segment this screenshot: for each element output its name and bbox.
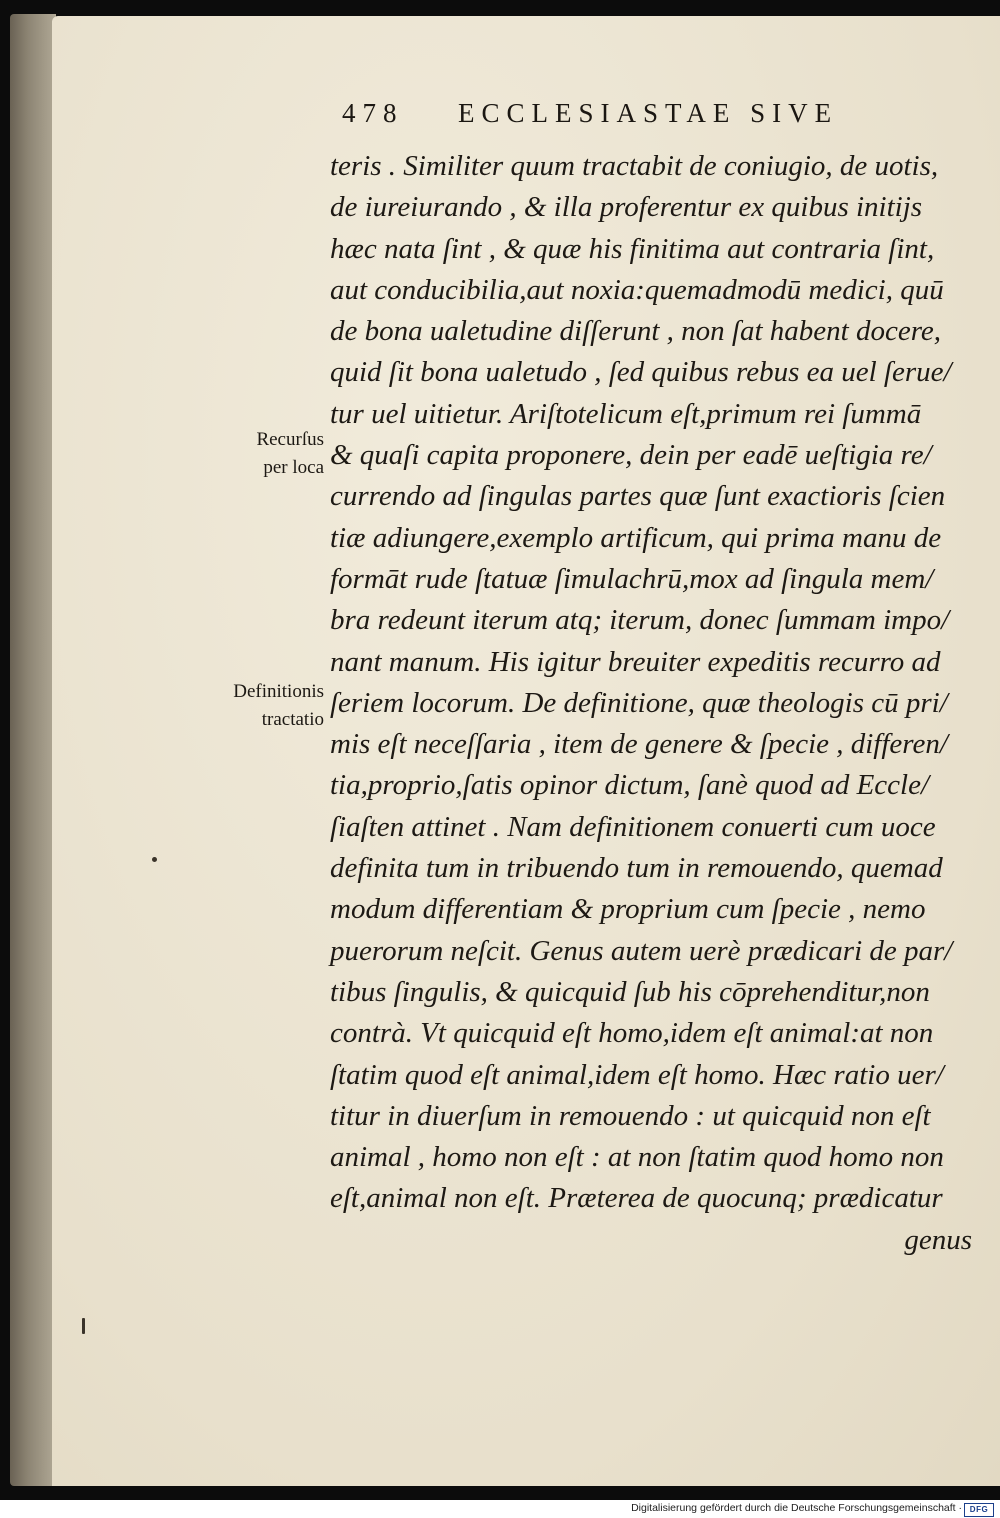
text-line: aut conducibilia,aut noxia:quemadmodū medici, quū bbox=[330, 273, 944, 306]
text-line: nant manum. His igitur breuiter expeditis recurro ad bbox=[330, 645, 941, 678]
running-head bbox=[336, 98, 896, 138]
dfg-logo: DFG bbox=[964, 1503, 994, 1517]
text-line: animal , homo non eſt : at non ſtatim quod homo non bbox=[330, 1141, 944, 1174]
text-line: ſeriem locorum. De definitione, quæ theologis cū pri/ bbox=[330, 686, 948, 719]
body-text bbox=[330, 146, 978, 1261]
text-line: titur in diuerſum in remouendo : ut quicquid non eſt bbox=[330, 1099, 931, 1132]
running-title: ECCLESIASTAE SIVE bbox=[458, 98, 839, 128]
funding-credit: Digitalisierung gefördert durch die Deutsche Forschungsgemeinschaft · bbox=[631, 1502, 962, 1514]
ink-speck bbox=[82, 1318, 85, 1334]
text-line: de iureiurando , & illa proferentur ex quibus initijs bbox=[330, 191, 923, 224]
footer-bar bbox=[0, 1500, 1000, 1518]
text-line: currendo ad ſingulas partes quæ ſunt exactioris ſcien bbox=[330, 480, 946, 513]
text-line: ſtatim quod eſt animal,idem eſt homo. Hæc ratio uer/ bbox=[330, 1058, 944, 1091]
text-line: & quaſi capita proponere, dein per eadē ueſtigia re/ bbox=[330, 439, 932, 472]
text-line: bra redeunt iterum atq; iterum, donec ſummam impo/ bbox=[330, 604, 950, 637]
marginal-note-line: per loca bbox=[263, 457, 324, 478]
text-line: hæc nata ſint , & quæ his finitima aut contraria ſint, bbox=[330, 232, 935, 265]
text-line: tiæ adiungere,exemplo artificum, qui prima manu de bbox=[330, 521, 942, 554]
text-line: quid ſit bona ualetudo , ſed quibus rebus ea uel ſerue/ bbox=[330, 356, 952, 389]
page-edge bbox=[10, 14, 56, 1486]
text-line: ſiaſten attinet . Nam definitionem conuerti cum uoce bbox=[330, 810, 936, 843]
page-number: 478 bbox=[342, 98, 404, 128]
marginal-note-line: tractatio bbox=[261, 709, 324, 730]
text-line: teris . Similiter quum tractabit de coniugio, de uotis, bbox=[330, 150, 939, 182]
text-line: tur uel uitietur. Ariſtotelicum eſt,primum rei ſummā bbox=[330, 397, 922, 430]
text-line: tibus ſingulis, & quicquid ſub his cōprehenditur,non bbox=[330, 975, 930, 1008]
text-line: tia,proprio,ſatis opinor dictum, ſanè quod ad Eccle/ bbox=[330, 769, 930, 802]
text-line: de bona ualetudine diſſerunt , non ſat habent docere, bbox=[330, 315, 942, 348]
text-line: definita tum in tribuendo tum in remouendo, quemad bbox=[330, 852, 943, 885]
text-line: mis eſt neceſſaria , item de genere & ſpecie , differen/ bbox=[330, 728, 948, 761]
text-line: contrà. Vt quicquid eſt homo,idem eſt animal:at non bbox=[330, 1017, 934, 1050]
text-line: formāt rude ſtatuæ ſimulachrū,mox ad ſingula mem/ bbox=[330, 562, 934, 595]
text-line: modum differentiam & proprium cum ſpecie , nemo bbox=[330, 893, 926, 926]
marginal-note bbox=[224, 426, 324, 482]
text-line: eſt,animal non eſt. Præterea de quocunq; prædicatur bbox=[330, 1182, 943, 1215]
catchword: genus bbox=[904, 1223, 972, 1256]
marginal-note bbox=[190, 678, 324, 734]
text-line: puerorum neſcit. Genus autem uerè prædicari de par/ bbox=[330, 934, 953, 967]
marginal-note-line: Recurſus bbox=[256, 429, 324, 450]
marginal-note-line: Definitionis bbox=[233, 681, 324, 702]
ink-speck bbox=[152, 857, 157, 862]
